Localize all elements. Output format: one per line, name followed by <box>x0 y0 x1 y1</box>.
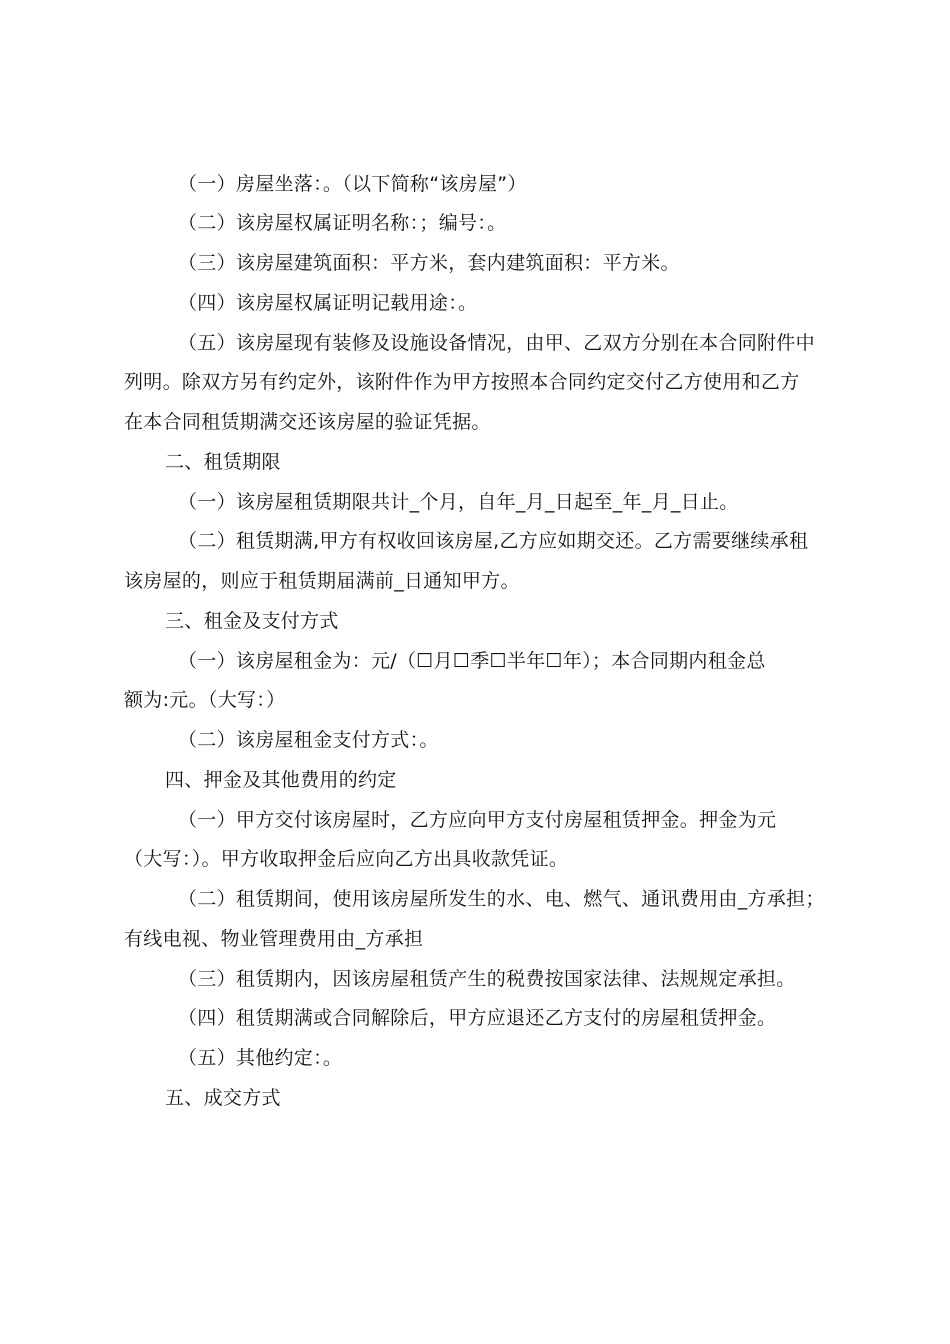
rent-clause-2: （二）该房屋租金支付方式：。 <box>178 729 439 751</box>
clause-4-usage: （四）该房屋权属证明记载用途：。 <box>178 292 478 314</box>
fees-clause-2-line-2: 有线电视、物业管理费用由_方承担 <box>124 928 424 950</box>
clause-5-decoration-line-3: 在本合同租赁期满交还该房屋的验证凭据。 <box>124 411 491 433</box>
clause-3-area: （三）该房屋建筑面积：平方米，套内建筑面积：平方米。 <box>178 252 680 274</box>
section-2-heading: 二、租赁期限 <box>165 451 281 473</box>
lease-term-clause-1: （一）该房屋租赁期限共计_个月，自年_月_日起至_年_月_日止。 <box>178 491 739 513</box>
refund-clause-4: （四）租赁期满或合同解除后，甲方应退还乙方支付的房屋租赁押金。 <box>178 1007 777 1029</box>
tax-clause-3: （三）租赁期内，因该房屋租赁产生的税费按国家法律、法规规定承担。 <box>178 968 796 990</box>
lease-term-clause-2-line-1: （二）租赁期满,甲方有权收回该房屋,乙方应如期交还。乙方需要继续承租 <box>178 530 809 552</box>
other-agreement-clause-5: （五）其他约定：。 <box>178 1047 343 1069</box>
clause-1-location: （一）房屋坐落：。（以下简称“该房屋”） <box>178 173 527 195</box>
clause-5-decoration-line-2: 列明。除双方另有约定外，该附件作为甲方按照本合同约定交付乙方使用和乙方 <box>124 371 800 393</box>
deposit-clause-1-line-1: （一）甲方交付该房屋时，乙方应向甲方支付房屋租赁押金。押金为元 <box>178 809 777 831</box>
section-4-heading: 四、押金及其他费用的约定 <box>165 769 397 791</box>
section-5-heading: 五、成交方式 <box>165 1087 281 1109</box>
rent-clause-1-line-2: 额为:元。（大写：） <box>124 689 286 711</box>
clause-2-ownership-cert: （二）该房屋权属证明名称：；编号：。 <box>178 212 507 234</box>
deposit-clause-1-line-2: （大写：）。甲方收取押金后应向乙方出具收款凭证。 <box>124 848 569 870</box>
lease-term-clause-2-line-2: 该房屋的，则应于租赁期届满前_日通知甲方。 <box>124 570 520 592</box>
rent-clause-1-line-1: （一）该房屋租金为：元/（☐月☐季☐半年☐年）；本合同期内租金总 <box>178 650 766 672</box>
section-3-heading: 三、租金及支付方式 <box>165 610 339 632</box>
clause-5-decoration-line-1: （五）该房屋现有装修及设施设备情况，由甲、乙双方分别在本合同附件中 <box>178 332 815 354</box>
fees-clause-2-line-1: （二）租赁期间，使用该房屋所发生的水、电、燃气、通讯费用由_方承担； <box>178 888 825 910</box>
